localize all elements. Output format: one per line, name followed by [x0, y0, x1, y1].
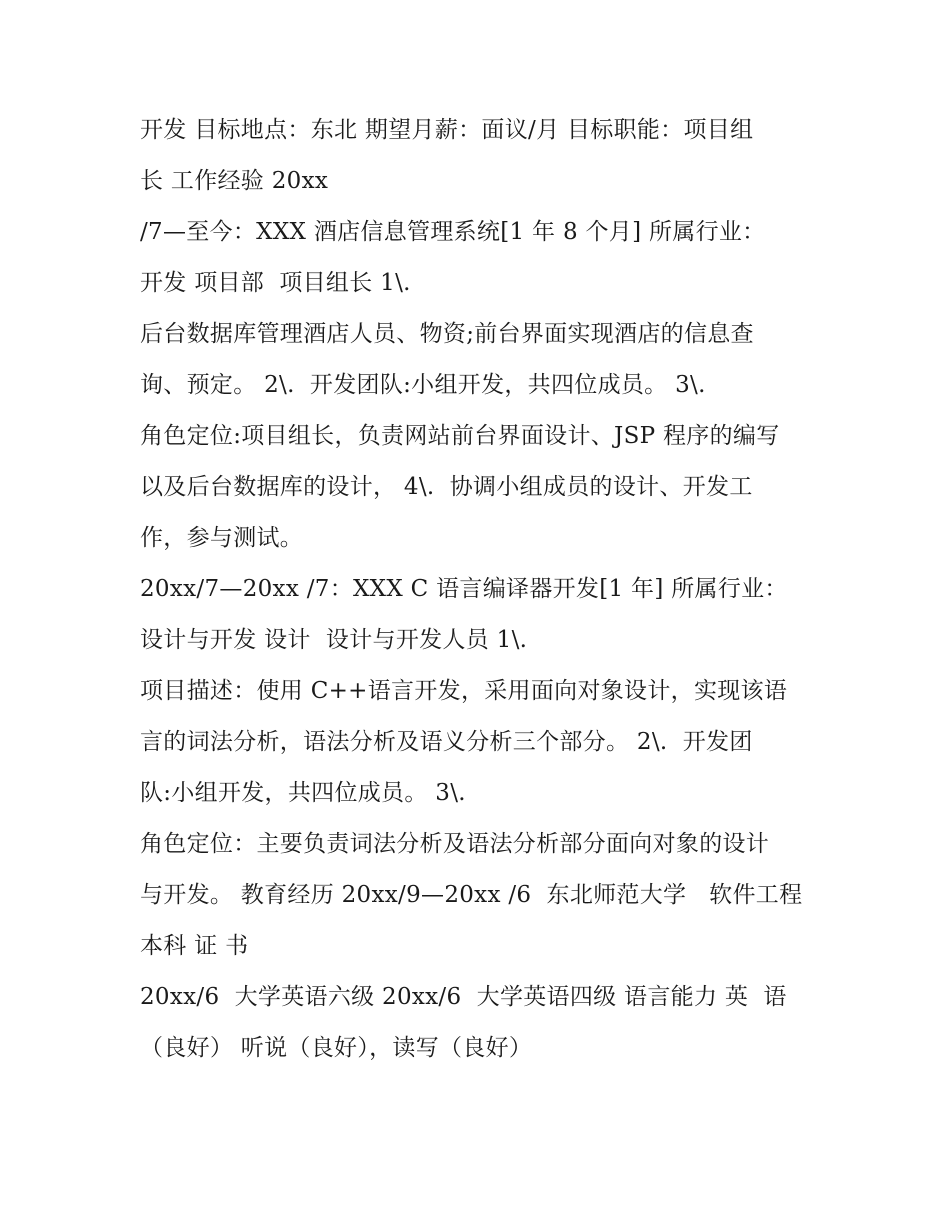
text-line: 长 工作经验 20xx [140, 168, 329, 194]
text-line: 以及后台数据库的设计， 4\. 协调小组成员的设计、开发工 [140, 474, 753, 500]
text-line: 开发 目标地点：东北 期望月薪：面议/月 目标职能：项目组 [140, 117, 754, 143]
text-line: 本科 证 书 [140, 933, 249, 959]
text-line: 20xx/7—20xx /7：XXX C 语言编译器开发[1 年] 所属行业： [140, 576, 788, 602]
document-body [140, 109, 830, 1078]
text-line: /7—至今：XXX 酒店信息管理系统[1 年 8 个月] 所属行业： [140, 219, 766, 245]
text-line: 言的词法分析，语法分析及语义分析三个部分。 2\. 开发团 [140, 729, 753, 755]
text-line: 设计与开发 设计 设计与开发人员 1\. [140, 627, 528, 653]
text-line: 角色定位:项目组长，负责网站前台界面设计、JSP 程序的编写 [140, 423, 780, 449]
text-line: 开发 项目部 项目组长 1\. [140, 270, 411, 296]
text-line: 角色定位：主要负责词法分析及语法分析部分面向对象的设计 [140, 831, 770, 857]
text-line: 后台数据库管理酒店人员、物资;前台界面实现酒店的信息查 [140, 321, 754, 347]
text-line: 与开发。 教育经历 20xx/9—20xx /6 东北师范大学 软件工程 [140, 882, 803, 908]
text-line: 询、预定。 2\. 开发团队:小组开发，共四位成员。 3\. [140, 372, 706, 398]
text-line: 队:小组开发，共四位成员。 3\. [140, 780, 466, 806]
text-line: （良好） 听说（良好），读写（良好） [140, 1035, 533, 1061]
text-line: 项目描述：使用 C++语言开发，采用面向对象设计，实现该语 [140, 678, 788, 704]
text-line: 作，参与测试。 [140, 525, 304, 551]
text-line: 20xx/6 大学英语六级 20xx/6 大学英语四级 语言能力 英 语 [140, 984, 787, 1010]
